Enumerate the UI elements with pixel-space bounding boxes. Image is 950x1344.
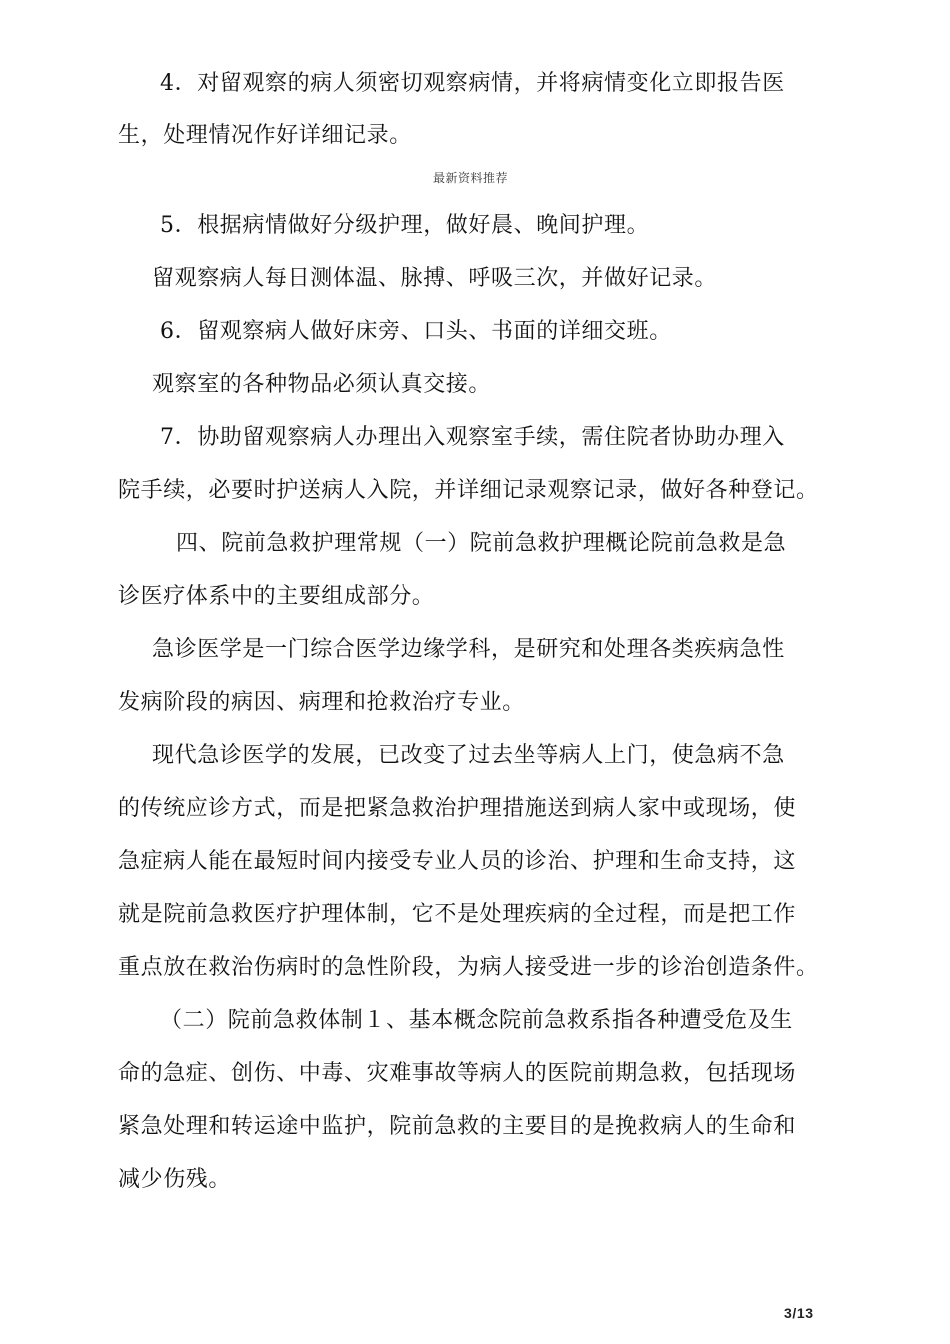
- text-line: 发病阶段的病因、病理和抢救治疗专业。: [118, 690, 525, 715]
- text-line: 现代急诊医学的发展，已改变了过去坐等病人上门，使急病不急: [152, 743, 785, 768]
- text-line: 减少伤残。: [118, 1167, 232, 1192]
- text-line: 的传统应诊方式，而是把紧急救治护理措施送到病人家中或现场，使: [118, 796, 797, 821]
- text-line: 观察室的各种物品必须认真交接。: [152, 372, 492, 397]
- text-line: 7．协助留观察病人办理出入观察室手续，需住院者协助办理入: [160, 425, 785, 450]
- text-line: 诊医疗体系中的主要组成部分。: [118, 584, 435, 609]
- text-line: 4．对留观察的病人须密切观察病情，并将病情变化立即报告医: [160, 71, 785, 96]
- header-note: 最新资料推荐: [433, 171, 509, 185]
- text-line: 急诊医学是一门综合医学边缘学科，是研究和处理各类疾病急性: [152, 637, 785, 662]
- page-number: 3/13: [784, 1305, 814, 1321]
- text-line: 就是院前急救医疗护理体制，它不是处理疾病的全过程，而是把工作: [118, 902, 797, 927]
- text-line: 6．留观察病人做好床旁、口头、书面的详细交班。: [160, 319, 672, 344]
- text-line: 留观察病人每日测体温、脉搏、呼吸三次，并做好记录。: [152, 266, 718, 291]
- text-line: 生，处理情况作好详细记录。: [118, 123, 412, 148]
- text-line: 急症病人能在最短时间内接受专业人员的诊治、护理和生命支持，这: [118, 849, 797, 874]
- text-line: 命的急症、创伤、中毒、灾难事故等病人的医院前期急救，包括现场: [118, 1061, 797, 1086]
- text-line: 重点放在救治伤病时的急性阶段，为病人接受进一步的诊治创造条件。: [118, 955, 819, 980]
- text-line: 四、院前急救护理常规（一）院前急救护理概论院前急救是急: [176, 531, 787, 556]
- text-line: 院手续，必要时护送病人入院，并详细记录观察记录，做好各种登记。: [118, 478, 819, 503]
- text-line: 紧急处理和转运途中监护，院前急救的主要目的是挽救病人的生命和: [118, 1114, 797, 1139]
- text-line: （二）院前急救体制１、基本概念院前急救系指各种遭受危及生: [160, 1008, 793, 1033]
- text-line: 5．根据病情做好分级护理，做好晨、晚间护理。: [160, 213, 650, 238]
